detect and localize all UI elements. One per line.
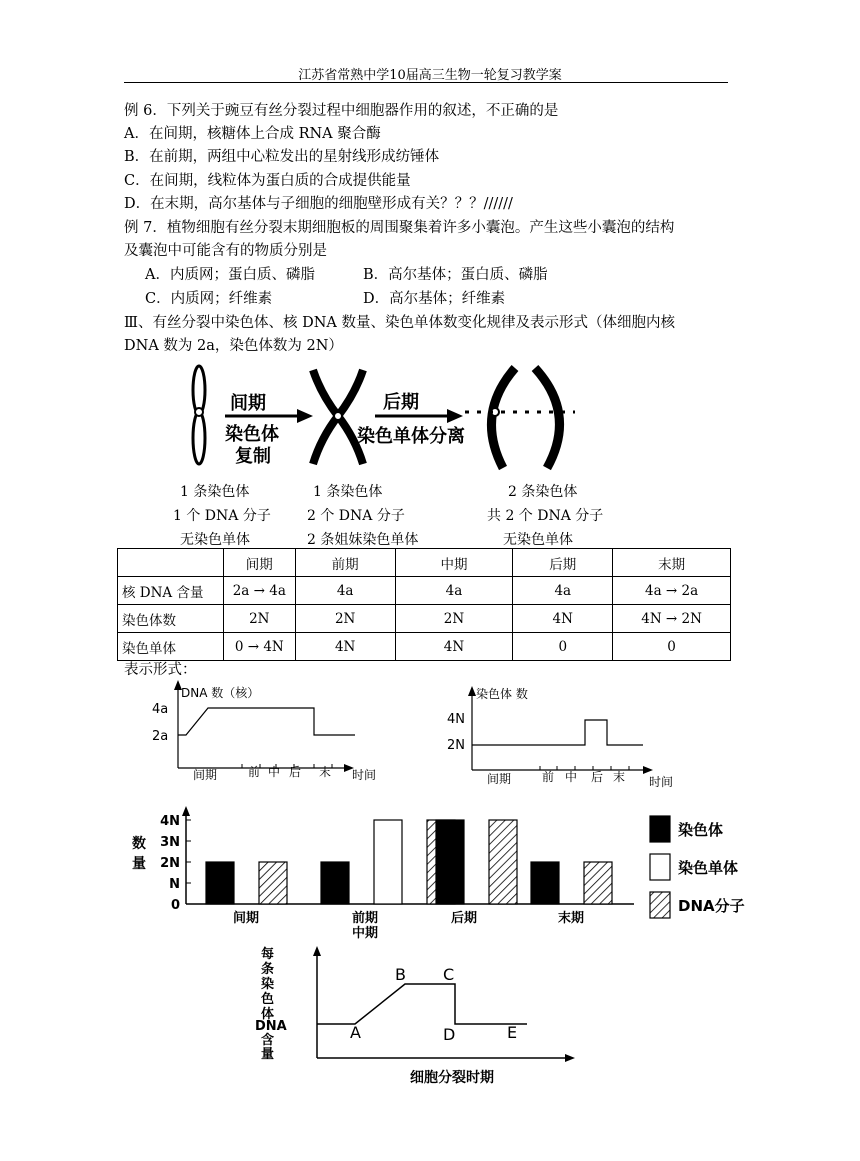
ylabel-dna: DNA <box>255 1019 287 1034</box>
arrow1-bottom-label-2: 复制 <box>235 446 271 467</box>
table-cell: 4N <box>295 633 395 661</box>
x-axis-label: 时间 <box>352 768 377 782</box>
table-header-cell: 中期 <box>395 549 513 577</box>
ex7-question-line2: 及囊泡中可能含有的物质分别是 <box>124 243 327 259</box>
phase-label: 中 <box>565 770 578 784</box>
legend-swatch <box>650 854 670 880</box>
category-label: 末期 <box>557 911 585 926</box>
anaphase-arrow <box>357 391 465 447</box>
ex7-question-line1: 例 7．植物细胞有丝分裂末期细胞板的周围聚集着许多小囊泡。产生这些小囊泡的结构 <box>124 220 675 236</box>
y-tick-label: 4N <box>160 814 180 829</box>
table-row <box>118 577 731 605</box>
phase-label: 间期 <box>193 768 218 782</box>
caption-1-line3: 无染色单体 <box>180 532 250 548</box>
phase-label: 前 <box>248 765 261 779</box>
ex7-option-b: B．高尔基体；蛋白质、磷脂 <box>363 267 548 283</box>
ex6-option-c: C．在间期，线粒体为蛋白质的合成提供能量 <box>124 173 411 189</box>
table-header-cell: 间期 <box>223 549 295 577</box>
table-cell: 4a <box>513 577 613 605</box>
arrow2-top-label: 后期 <box>383 392 419 413</box>
ex6-option-b: B．在前期，两组中心粒发出的星射线形成纺锤体 <box>124 149 440 165</box>
arrow1-top-label: 间期 <box>230 393 266 414</box>
phase-label: 前 <box>542 770 555 784</box>
legend-label: 染色体 <box>678 821 724 839</box>
y-axis-label: 量 <box>132 856 146 872</box>
ylabel-char: 体 <box>261 1007 275 1022</box>
table-cell: 4N → 2N <box>613 605 731 633</box>
bar-染色体 <box>321 862 349 904</box>
bar-染色体 <box>531 862 559 904</box>
legend-swatch <box>650 816 670 842</box>
caption-2-line2: 2 个 DNA 分子 <box>307 508 405 524</box>
phase-label: 后 <box>591 770 604 784</box>
dna-per-chromosome-graph <box>255 940 585 1090</box>
caption-1-line1: 1 条染色体 <box>180 484 250 500</box>
header-rule <box>124 82 728 83</box>
y-tick-label: 2N <box>160 856 180 871</box>
table-row-label: 染色体数 <box>118 605 224 633</box>
category-label: 前期 <box>351 911 379 926</box>
ex6-question: 例 6．下列关于豌豆有丝分裂过程中细胞器作用的叙述，不正确的是 <box>124 103 559 119</box>
category-label: 后期 <box>450 911 478 926</box>
table-cell: 2N <box>223 605 295 633</box>
point-label-c: C <box>443 965 455 984</box>
table-cell: 0 <box>513 633 613 661</box>
table-cell: 2N <box>395 605 513 633</box>
bar-染色体 <box>436 820 464 904</box>
table-cell: 2N <box>295 605 395 633</box>
y-tick-label: 0 <box>170 898 180 913</box>
ex7-option-c: C．内质网；纤维素 <box>145 291 273 307</box>
legend-swatch <box>650 892 670 918</box>
ex6-option-d: D．在末期，高尔基体与子细胞的细胞壁形成有关？？？////// <box>124 196 513 212</box>
y-tick-4N: 4N <box>447 712 465 727</box>
table-row <box>118 633 731 661</box>
caption-3-line3: 无染色单体 <box>503 532 573 548</box>
replicated-chromosome-figure <box>313 370 363 464</box>
single-chromosome-figure <box>193 366 205 464</box>
table-row-label: 染色单体 <box>118 633 224 661</box>
point-label-e: E <box>507 1023 518 1042</box>
chromosome-count-line <box>472 720 643 745</box>
ylabel-char: 条 <box>261 962 275 977</box>
arrow2-bottom-label: 染色单体分离 <box>357 426 465 447</box>
table-header-cell: 后期 <box>513 549 613 577</box>
caption-3-line2: 共 2 个 DNA 分子 <box>487 508 604 524</box>
section3-title-line2: DNA 数为 2a，染色体数为 2N） <box>124 338 343 354</box>
phase-label: 末 <box>613 770 626 784</box>
x-axis-arrow-icon <box>565 1054 575 1062</box>
representation-label: 表示形式： <box>124 662 197 678</box>
legend-label: DNA分子 <box>678 897 745 915</box>
ex7-option-d: D．高尔基体；纤维素 <box>363 291 506 307</box>
table-cell: 4a → 2a <box>613 577 731 605</box>
bar-chart <box>126 800 766 948</box>
interphase-arrow <box>225 392 313 467</box>
point-label-b: B <box>395 965 406 984</box>
y-tick-label: N <box>169 877 180 892</box>
ex7-option-a: A．内质网；蛋白质、磷脂 <box>145 267 315 283</box>
ylabel-char: 每 <box>261 947 275 962</box>
point-label-a: A <box>350 1023 361 1042</box>
table-cell: 0 → 4N <box>223 633 295 661</box>
bar-DNA分子 <box>584 862 612 904</box>
caption-3-line1: 2 条染色体 <box>508 484 578 500</box>
point-label-d: D <box>443 1025 456 1044</box>
phase-label: 中 <box>268 765 281 779</box>
caption-2-line3: 2 条姐妹染色单体 <box>307 532 419 548</box>
caption-1-line2: 1 个 DNA 分子 <box>173 508 271 524</box>
x-axis-label: 时间 <box>649 775 674 789</box>
table-cell: 4a <box>295 577 395 605</box>
bar-DNA分子 <box>489 820 517 904</box>
page-header: 江苏省常熟中学10届高三生物一轮复习教学案 <box>298 68 562 83</box>
y-tick-4a: 4a <box>152 702 169 717</box>
table-row <box>118 605 731 633</box>
y-tick-label: 3N <box>160 835 180 850</box>
dna-content-line <box>178 708 355 735</box>
separated-chromosomes-figure <box>465 368 575 468</box>
category-label: 间期 <box>232 911 260 926</box>
ylabel-char: 含 <box>261 1033 275 1048</box>
ex6-option-a: A．在间期，核糖体上合成 RNA 聚合酶 <box>124 126 381 142</box>
mitosis-data-table <box>117 548 731 661</box>
ylabel-char: 色 <box>261 992 275 1007</box>
caption-2-line1: 1 条染色体 <box>313 484 383 500</box>
phase-label: 后 <box>289 765 302 779</box>
section3-title-line1: Ⅲ、有丝分裂中染色体、核 DNA 数量、染色单体数变化规律及表示形式（体细胞内核 <box>124 315 675 331</box>
bar-染色体 <box>206 862 234 904</box>
x-axis-label: 细胞分裂时期 <box>410 1070 494 1086</box>
legend-label: 染色单体 <box>678 859 739 877</box>
table-cell: 4a <box>395 577 513 605</box>
y-axis-label: 数 <box>132 836 146 852</box>
table-header-cell <box>118 549 224 577</box>
dna-line-graph <box>148 680 398 788</box>
ylabel-char: 量 <box>261 1047 275 1062</box>
phase-label: 间期 <box>487 772 512 786</box>
table-cell: 0 <box>613 633 731 661</box>
y-axis-arrow-icon <box>468 686 476 696</box>
bar-染色单体 <box>374 820 402 904</box>
bar-DNA分子 <box>259 862 287 904</box>
y-axis-arrow-icon <box>182 806 190 816</box>
arrow1-bottom-label-1: 染色体 <box>225 424 279 445</box>
ylabel-char: 染 <box>261 977 275 992</box>
table-header-cell: 末期 <box>613 549 731 577</box>
phase-label: 末 <box>319 765 332 779</box>
dna-per-chromosome-line <box>317 984 527 1024</box>
dna-graph-ylabel: DNA 数（核） <box>181 686 260 700</box>
table-cell: 4N <box>395 633 513 661</box>
y-tick-2N: 2N <box>447 738 465 753</box>
table-header-row <box>118 549 731 577</box>
table-row-label: 核 DNA 含量 <box>118 577 224 605</box>
chrom-graph-ylabel: 染色体 数 <box>476 687 528 701</box>
category-label: 中期 <box>351 926 379 941</box>
y-axis-arrow-icon <box>313 946 321 956</box>
chromosome-diagram <box>185 364 585 472</box>
table-cell: 4N <box>513 605 613 633</box>
y-tick-2a: 2a <box>152 729 169 744</box>
table-header-cell: 前期 <box>295 549 395 577</box>
chromosome-line-graph <box>445 684 685 790</box>
x-axis-arrow-icon <box>643 766 653 774</box>
table-cell: 2a → 4a <box>223 577 295 605</box>
